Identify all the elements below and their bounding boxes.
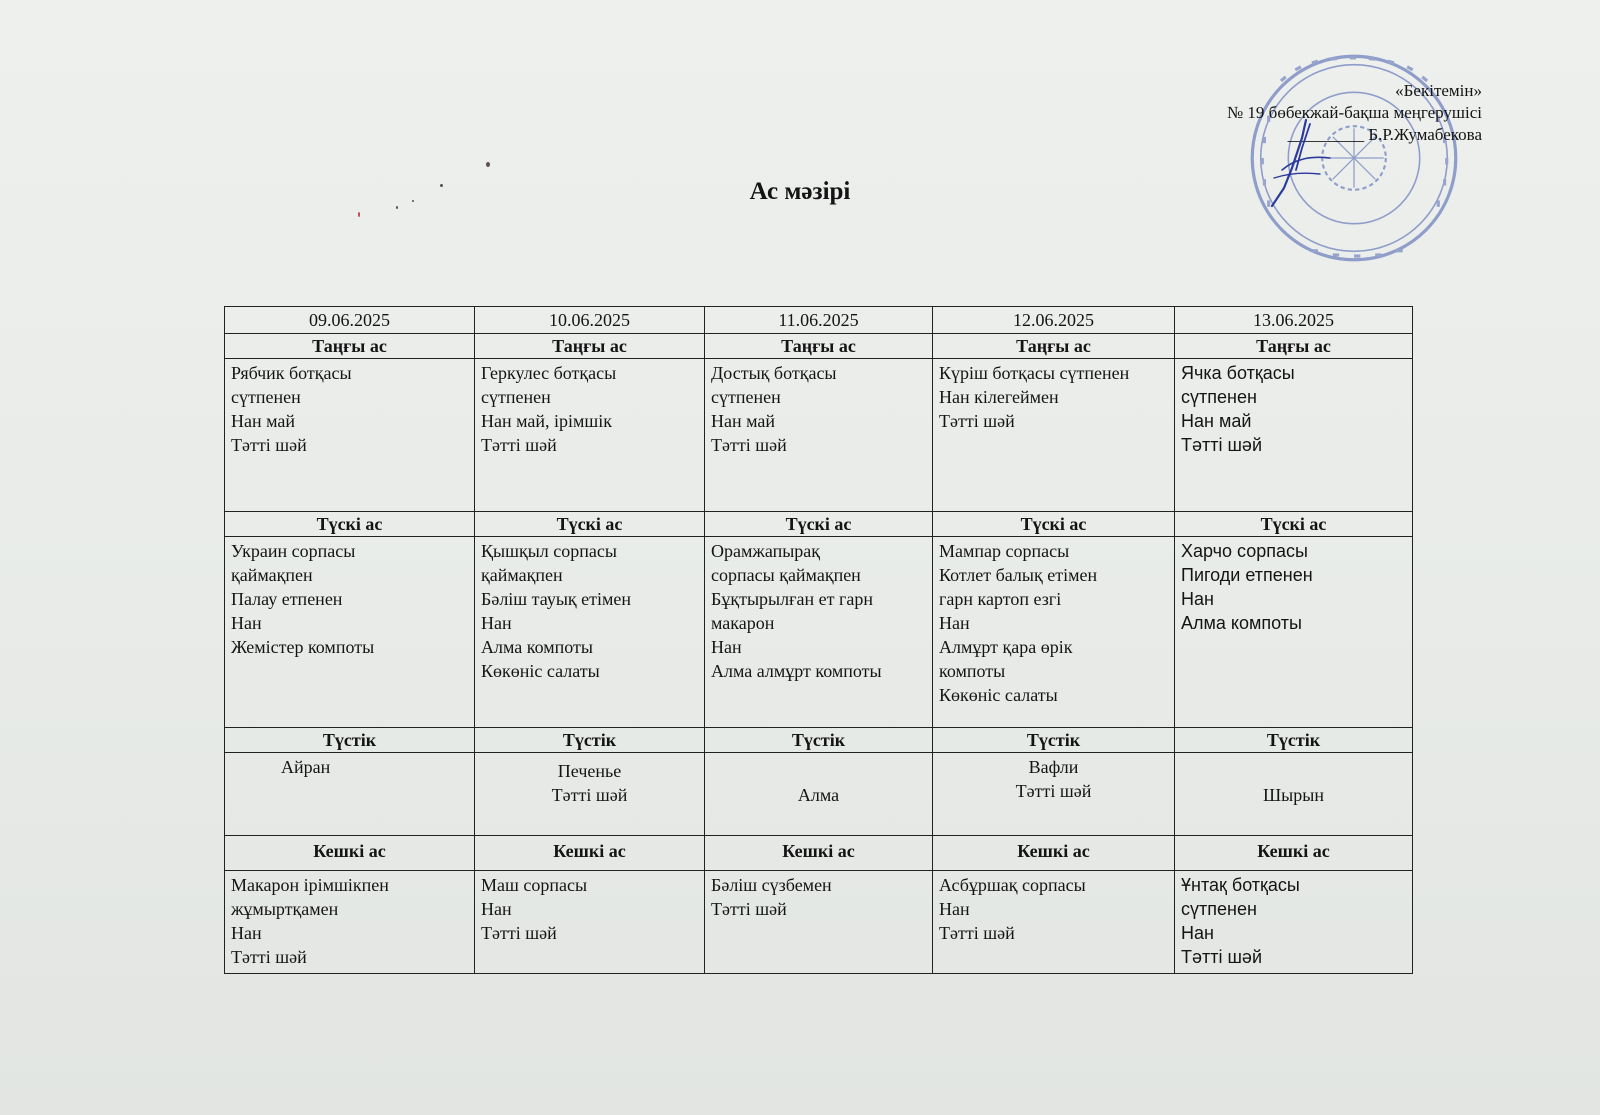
dish-cell [1175, 359, 1413, 512]
dish-item: Нан кілегеймен [939, 387, 1059, 407]
dish-item: Көкөніс салаты [481, 661, 600, 681]
dish-item: Бәліш тауық етімен [481, 589, 632, 609]
dish-item: Нан [481, 899, 512, 919]
dish-cell [225, 871, 475, 974]
dish-item: Нан [231, 923, 262, 943]
dish-cell [705, 753, 933, 836]
dish-item: Нан май [231, 411, 296, 431]
dish-item: Тәтті шәй [1015, 781, 1092, 801]
speck-mark [358, 212, 360, 217]
dish-cell [1175, 537, 1413, 728]
meal-label: Түскі ас [475, 512, 705, 537]
dish-cell [475, 753, 705, 836]
dish-item: Нан [1181, 589, 1214, 609]
dish-item: Нан май, ірімшік [481, 411, 613, 431]
date-cell: 13.06.2025 [1175, 307, 1413, 334]
dish-item: Мампар сорпасы [939, 541, 1070, 561]
meal-label: Таңғы ас [225, 334, 475, 359]
meal-label: Түскі ас [225, 512, 475, 537]
dish-item: Нан [481, 613, 512, 633]
dish-cell [705, 537, 933, 728]
dish-cell [225, 537, 475, 728]
dish-cell [705, 359, 933, 512]
dish-cell [225, 753, 475, 836]
dish-item: Тәтті шәй [481, 923, 557, 943]
dish-cell [933, 753, 1175, 836]
handwritten-signature [1262, 118, 1342, 208]
dish-item: Нан [1181, 923, 1214, 943]
dish-item: қаймақпен [231, 565, 313, 585]
dish-item: сүтпенен [481, 387, 551, 407]
dish-item: Маш сорпасы [481, 875, 588, 895]
dish-cell [705, 871, 933, 974]
meal-label: Түскі ас [1175, 512, 1413, 537]
dish-cell [475, 359, 705, 512]
speck-mark [486, 162, 490, 167]
meal-label: Түстік [475, 728, 705, 753]
dish-item: Алма алмұрт компоты [711, 661, 882, 681]
meal-label: Түстік [705, 728, 933, 753]
dish-item: Айран [281, 757, 331, 777]
meal-label: Кешкі ас [225, 836, 475, 871]
dish-item: Нан май [1181, 411, 1252, 431]
dish-cell [225, 359, 475, 512]
dish-row-breakfast [225, 359, 1413, 512]
page-title: Ас мәзірі [749, 178, 851, 205]
dish-item: Вафли [1028, 757, 1079, 777]
dish-item: Нан [939, 613, 970, 633]
dish-cell [933, 359, 1175, 512]
dish-item: Нан [711, 637, 742, 657]
approval-signatory: _________ Б.Р.Жумабекова [1287, 125, 1482, 144]
dish-item: қаймақпен [481, 565, 563, 585]
dish-item: сүтпенен [711, 387, 781, 407]
speck-mark [396, 206, 398, 209]
dish-item: Нан [231, 613, 262, 633]
dish-item: Көкөніс салаты [939, 685, 1058, 705]
dish-cell [933, 537, 1175, 728]
dish-item: Тәтті шәй [1181, 947, 1262, 967]
dish-item: Тәтті шәй [1181, 435, 1262, 455]
dish-item: Украин сорпасы [231, 541, 356, 561]
dish-cell [475, 871, 705, 974]
dish-item: жұмыртқамен [231, 899, 339, 919]
dish-item: Тәтті шәй [551, 785, 628, 805]
dish-item: Орамжапырақ [711, 541, 821, 561]
dish-item: Геркулес ботқасы [481, 363, 617, 383]
dish-item: Бұқтырылған ет гарн [711, 589, 873, 609]
date-cell: 12.06.2025 [933, 307, 1175, 334]
dish-item: Алма компоты [481, 637, 593, 657]
menu-table [224, 306, 1413, 974]
dish-item: Тәтті шәй [231, 435, 307, 455]
dish-item: Тәтті шәй [711, 435, 787, 455]
dish-item: компоты [939, 661, 1006, 681]
meal-label: Таңғы ас [705, 334, 933, 359]
meal-label: Түскі ас [705, 512, 933, 537]
dish-row-snack [225, 753, 1413, 836]
date-cell: 09.06.2025 [225, 307, 475, 334]
approval-heading: «Бекітемін» [1395, 81, 1482, 100]
dish-item: Котлет балық етімен [939, 565, 1098, 585]
dish-item: Тәтті шәй [939, 411, 1015, 431]
dish-cell [1175, 871, 1413, 974]
dish-cell [475, 537, 705, 728]
meal-label: Кешкі ас [933, 836, 1175, 871]
meal-label: Түстік [933, 728, 1175, 753]
dish-item: макарон [711, 613, 775, 633]
dish-item: Шырын [1263, 785, 1324, 805]
dish-item: сүтпенен [231, 387, 301, 407]
dish-row-dinner [225, 871, 1413, 974]
meal-label: Түскі ас [933, 512, 1175, 537]
dish-item: сүтпенен [1181, 387, 1257, 407]
dish-item: Палау етпенен [231, 589, 343, 609]
date-cell: 11.06.2025 [705, 307, 933, 334]
dish-cell [1175, 753, 1413, 836]
dish-item: Пигоди етпенен [1181, 565, 1313, 585]
dish-item: Қышқыл сорпасы [481, 541, 617, 561]
dish-item: Асбұршақ сорпасы [939, 875, 1086, 895]
meal-label: Түстік [1175, 728, 1413, 753]
dish-item: Достық ботқасы [711, 363, 837, 383]
dish-item: Ұнтақ ботқасы [1181, 875, 1300, 895]
dish-item: Алмұрт қара өрік [939, 637, 1073, 657]
dish-item: Макарон ірімшікпен [231, 875, 389, 895]
meal-label: Таңғы ас [475, 334, 705, 359]
dish-item: сорпасы қаймақпен [711, 565, 861, 585]
dish-item: Алма [797, 785, 840, 805]
dish-row-lunch [225, 537, 1413, 728]
meal-header-row-snack [225, 728, 1413, 753]
meal-label: Таңғы ас [1175, 334, 1413, 359]
dish-item: Тәтті шәй [939, 923, 1015, 943]
dish-item: Рябчик ботқасы [231, 363, 352, 383]
dish-item: Тәтті шәй [481, 435, 557, 455]
meal-label: Кешкі ас [475, 836, 705, 871]
meal-header-row-lunch [225, 512, 1413, 537]
approval-position: № 19 бөбекжай-бақша меңгерушісі [1226, 103, 1482, 122]
dish-item: Нан [939, 899, 970, 919]
dish-item: Печенье [557, 761, 622, 781]
meal-header-row-breakfast [225, 334, 1413, 359]
dish-item: Алма компоты [1181, 613, 1302, 633]
dish-item: Күріш ботқасы сүтпенен [939, 363, 1130, 383]
meal-label: Кешкі ас [1175, 836, 1413, 871]
dish-item: Тәтті шәй [711, 899, 787, 919]
dish-item: Бәліш сүзбемен [711, 875, 832, 895]
meal-header-row-dinner [225, 836, 1413, 871]
dish-item: Нан май [711, 411, 776, 431]
meal-label: Таңғы ас [933, 334, 1175, 359]
dish-item: Харчо сорпасы [1181, 541, 1308, 561]
meal-label: Кешкі ас [705, 836, 933, 871]
date-cell: 10.06.2025 [475, 307, 705, 334]
date-header-row [225, 307, 1413, 334]
dish-item: Ячка ботқасы [1181, 363, 1295, 383]
meal-label: Түстік [225, 728, 475, 753]
dish-item: Тәтті шәй [231, 947, 307, 967]
dish-item: гарн картоп езгі [939, 589, 1062, 609]
dish-item: сүтпенен [1181, 899, 1257, 919]
dish-cell [933, 871, 1175, 974]
dish-item: Жемістер компоты [231, 637, 375, 657]
